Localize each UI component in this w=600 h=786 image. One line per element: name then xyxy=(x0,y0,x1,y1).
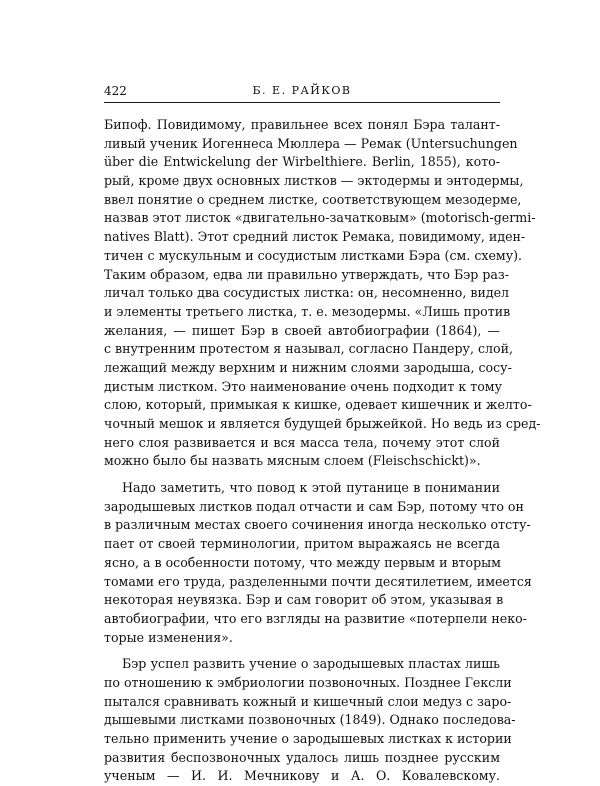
text-line: пытался сравнивать кожный и кишечный слои медуз с заро- xyxy=(104,693,512,709)
text-line: томами его труда, разделенными почти десятилетием, имеется xyxy=(104,573,532,589)
text-line: Бэр успел развить учение о зародышевых пластах лишь xyxy=(122,656,500,672)
text-line: чочный мешок и является будущей брыжейкой. Но ведь из сред- xyxy=(104,416,541,431)
text-line: в различным местах своего сочинения иногда несколько отсту- xyxy=(104,517,531,533)
text-line: развития беспозвоночных удалось лишь позднее русским xyxy=(104,749,500,765)
text-line: Таким образом, едва ли правильно утверждать, что Бэр раз- xyxy=(104,266,510,282)
running-head: Б. Е. РАЙКОВ xyxy=(252,84,352,97)
text-line: него слоя развивается и вся масса тела, почему этот слой xyxy=(104,434,500,450)
text-line: тичен с мускульным и сосудистым листками Бэра (см. схему). xyxy=(104,247,523,263)
text-line: и элементы третьего листка, т. е. мезодермы. «Лишь против xyxy=(104,303,511,319)
paragraph-gap xyxy=(104,471,500,479)
text-line: natives Blatt). Этот средний листок Ремака, повидимому, иден- xyxy=(104,229,526,245)
text-line: дышевыми листками позвоночных (1849). Однако последова- xyxy=(104,712,516,728)
text-line: тельно применить учение о зародышевых листках к истории xyxy=(104,731,512,746)
text-line: личал только два сосудистых листка: он, несомненно, видел xyxy=(104,285,510,301)
text-line: über die Entwickelung der Wirbelthiere. Berlin, 1855), кото- xyxy=(104,154,500,170)
text-line: по отношению к эмбриологии позвоночных. Позднее Гексли xyxy=(104,674,512,690)
text-line: можно было бы назвать мясным слоем (Fleischschickt)». xyxy=(104,453,481,469)
page-number: 422 xyxy=(104,84,127,98)
text-line: слою, который, примыкая к кишке, одевает кишечник и желто- xyxy=(104,397,532,413)
text-line: некоторая неувязка. Бэр и сам говорит об этом, указывая в xyxy=(104,592,504,608)
text-line: пает от своей терминологии, притом выражаясь не всегда xyxy=(104,536,500,552)
text-line: назвав этот листок «двигательно-зачатковым» (motorisch-germi- xyxy=(104,210,536,226)
text-line: автобиографии, что его взгляды на развитие «потерпели неко- xyxy=(104,610,527,626)
text-line: ученым — И. И. Мечникову и А. О. Ковалевскому. xyxy=(104,768,500,784)
text-line: с внутренним протестом я называл, согласно Пандеру, слой, xyxy=(104,341,513,357)
paragraph-1 xyxy=(104,116,541,471)
text-line: ливый ученик Иогеннеса Мюллера — Ремак (Untersuchungen xyxy=(104,135,518,151)
text-line: дистым листком. Это наименование очень подходит к тому xyxy=(104,378,502,394)
body-text xyxy=(104,116,541,786)
text-line: торые изменения». xyxy=(104,629,233,645)
text-line: зародышевых листков подал отчасти и сам Бэр, потому что он xyxy=(104,498,524,514)
text-line: желания, — пишет Бэр в своей автобиографии (1864), — xyxy=(104,322,500,338)
paragraph-2 xyxy=(104,479,532,647)
paragraph-3 xyxy=(104,655,516,786)
text-line: Надо заметить, что повод к этой путанице в понимании xyxy=(122,480,500,496)
text-line: лежащий между верхним и нижним слоями зародыша, сосу- xyxy=(104,359,512,375)
paragraph-gap xyxy=(104,647,500,655)
text-line: ввел понятие о среднем листке, соответствующем мезодерме, xyxy=(104,191,522,207)
text-line: Бипоф. Повидимому, правильнее всех понял Бэра талант- xyxy=(104,117,500,132)
text-line: ясно, а в особенности потому, что между первым и вторым xyxy=(104,554,501,570)
text-line: рый, кроме двух основных листков — эктодермы и энтодермы, xyxy=(104,173,524,189)
page-header xyxy=(104,82,500,103)
